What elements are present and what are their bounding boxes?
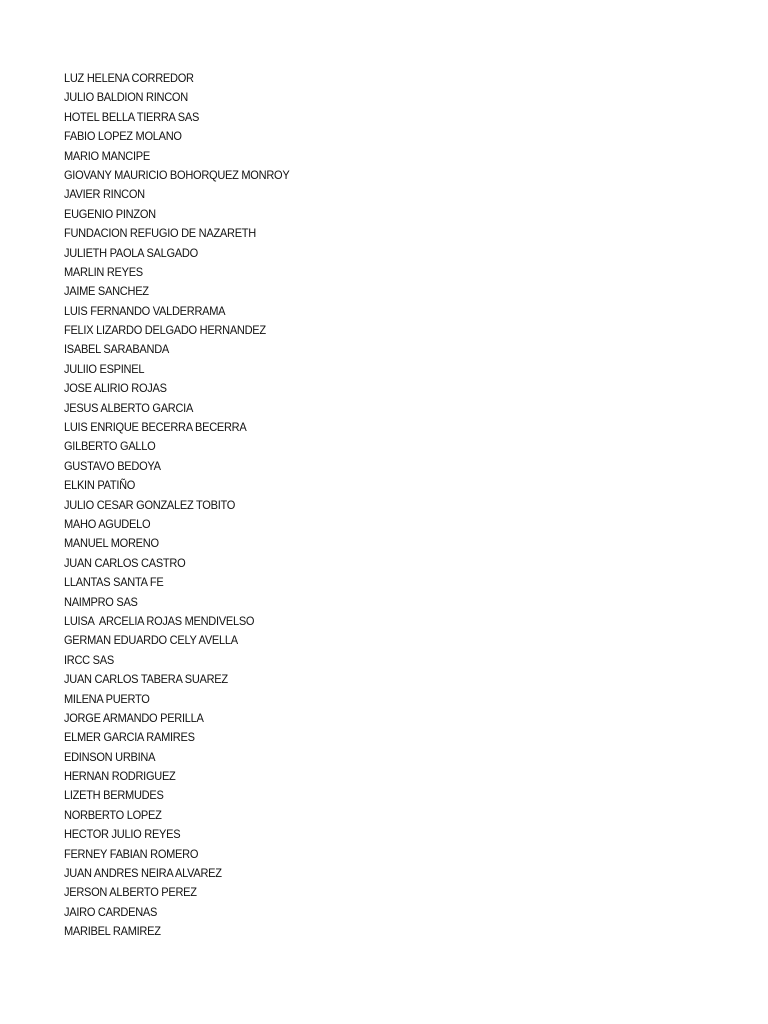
list-item: EDINSON URBINA [64,749,156,764]
list-item: JAVIER RINCON [64,187,145,202]
list-item: GILBERTO GALLO [64,439,156,454]
list-item: JAIME SANCHEZ [64,284,149,299]
list-item: JUAN ANDRES NEIRA ALVAREZ [64,866,222,881]
list-item: JULIO BALDION RINCON [64,90,188,105]
list-item: IRCC SAS [64,652,114,667]
list-item: MARIBEL RAMIREZ [64,924,161,939]
list-item: NAIMPRO SAS [64,594,138,609]
list-item: HECTOR JULIO REYES [64,827,181,842]
list-item: JULIIO ESPINEL [64,361,145,376]
list-item: HOTEL BELLA TIERRA SAS [64,109,200,124]
list-item: MARLIN REYES [64,264,143,279]
list-item: MANUEL MORENO [64,536,159,551]
list-item: GUSTAVO BEDOYA [64,458,161,473]
list-item: JORGE ARMANDO PERILLA [64,710,204,725]
list-item: JULIETH PAOLA SALGADO [64,245,198,260]
list-item: FELIX LIZARDO DELGADO HERNANDEZ [64,323,266,338]
list-item: LUIS ENRIQUE BECERRA BECERRA [64,420,247,435]
list-item: GERMAN EDUARDO CELY AVELLA [64,633,238,648]
list-item: MILENA PUERTO [64,691,150,706]
list-item: LUZ HELENA CORREDOR [64,71,194,85]
list-item: JULIO CESAR GONZALEZ TOBITO [64,497,236,512]
list-item: FUNDACION REFUGIO DE NAZARETH [64,226,256,241]
list-item: LUISA ARCELIA ROJAS MENDIVELSO [64,613,255,628]
list-item: JUAN CARLOS TABERA SUAREZ [64,672,228,687]
list-item: MAHO AGUDELO [64,516,151,531]
list-item: FABIO LOPEZ MOLANO [64,129,182,144]
list-item: ELKIN PATIÑO [64,478,136,493]
list-item: JERSON ALBERTO PEREZ [64,885,197,900]
list-item: NORBERTO LOPEZ [64,807,162,822]
list-item: JAIRO CARDENAS [64,904,158,919]
list-item: HERNAN RODRIGUEZ [64,769,176,784]
list-item: JUAN CARLOS CASTRO [64,555,186,570]
name-list [64,69,309,942]
list-item: MARIO MANCIPE [64,148,150,163]
list-item: LIZETH BERMUDES [64,788,164,803]
list-item: LLANTAS SANTA FE [64,575,164,590]
list-item: JESUS ALBERTO GARCIA [64,400,194,415]
list-item: FERNEY FABIAN ROMERO [64,846,199,861]
list-item: GIOVANY MAURICIO BOHORQUEZ MONROY [64,167,290,182]
list-item: ELMER GARCIA RAMIRES [64,730,195,745]
list-item: ISABEL SARABANDA [64,342,170,357]
list-item: EUGENIO PINZON [64,206,156,221]
list-item: JOSE ALIRIO ROJAS [64,381,167,396]
list-item: LUIS FERNANDO VALDERRAMA [64,303,226,318]
